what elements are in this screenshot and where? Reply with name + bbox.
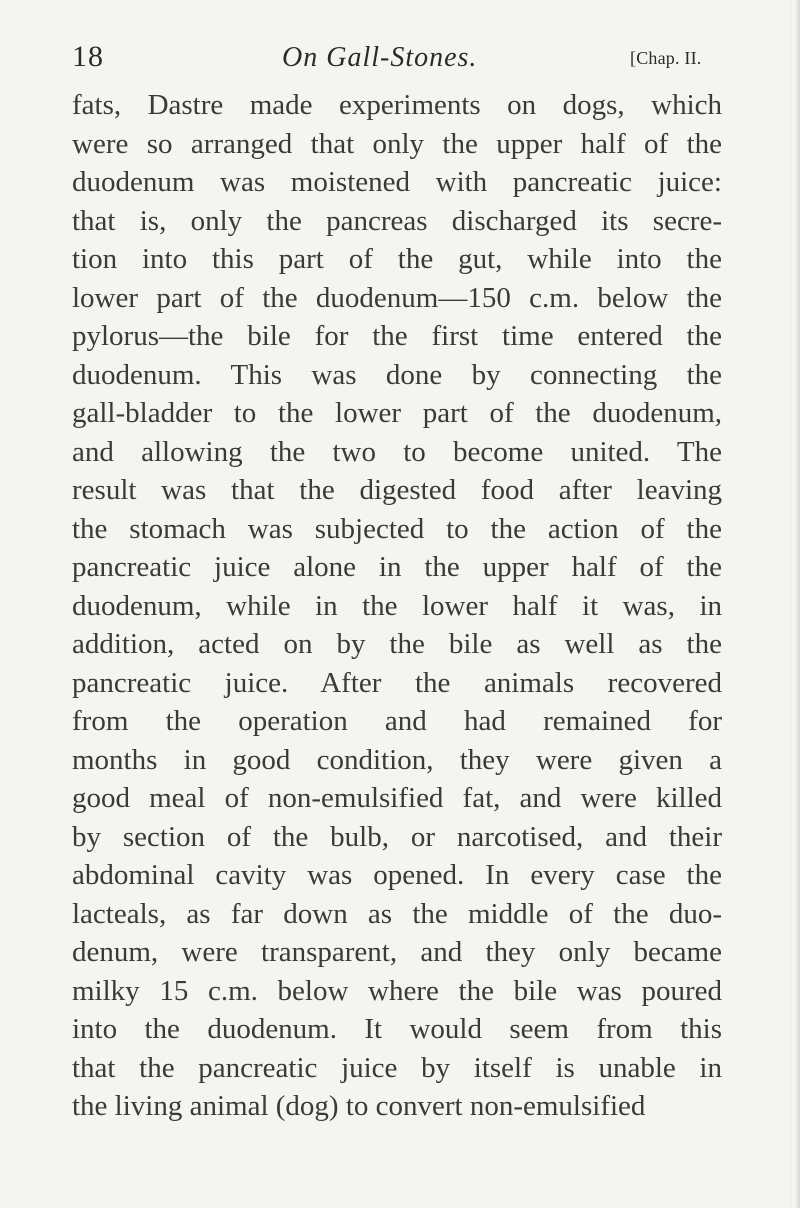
page-header: [72, 34, 722, 78]
text-line: and allowing the two to become united. The: [72, 435, 722, 468]
text-line: denum, were transparent, and they only became: [72, 936, 722, 968]
text-line: duodenum. This was done by connecting the: [72, 358, 722, 391]
chapter-reference: [Chap. II.: [630, 48, 702, 68]
text-line: good meal of non-emulsified fat, and were killed: [72, 782, 722, 814]
text-line: addition, acted on by the bile as well as the: [72, 628, 722, 660]
text-line: into the duodenum. It would seem from this: [72, 1013, 722, 1045]
text-line: pancreatic juice alone in the upper half of the: [72, 551, 722, 583]
text-line: pancreatic juice. After the animals recovered: [72, 666, 722, 699]
text-line: that the pancreatic juice by itself is unable in: [72, 1051, 722, 1084]
text-line: abdominal cavity was opened. In every case the: [72, 859, 722, 891]
text-line: milky 15 c.m. below where the bile was poured: [72, 974, 722, 1007]
text-line: were so arranged that only the upper half of the: [72, 127, 722, 160]
body-text: [72, 86, 722, 1126]
text-line: the stomach was subjected to the action of the: [72, 512, 722, 545]
text-line: pylorus—the bile for the first time entered the: [72, 320, 722, 352]
text-line: result was that the digested food after leaving: [72, 474, 722, 506]
running-title: On Gall-Stones.: [282, 42, 478, 73]
text-line: by section of the bulb, or narcotised, and their: [72, 820, 722, 853]
text-line: gall-bladder to the lower part of the duodenum,: [72, 397, 722, 429]
text-line: duodenum, while in the lower half it was, in: [72, 589, 722, 622]
text-line: tion into this part of the gut, while into the: [72, 243, 722, 275]
text-line: that is, only the pancreas discharged its secre-: [72, 204, 722, 237]
text-line: the living animal (dog) to convert non-emulsified: [72, 1090, 646, 1122]
text-line: months in good condition, they were given a: [72, 743, 722, 776]
text-line: fats, Dastre made experiments on dogs, which: [72, 89, 722, 121]
text-line: lacteals, as far down as the middle of the duo-: [72, 897, 722, 930]
text-line: lower part of the duodenum—150 c.m. below the: [72, 281, 722, 314]
text-line: duodenum was moistened with pancreatic juice:: [72, 166, 722, 198]
page-number: 18: [72, 40, 104, 73]
page-edge: [790, 0, 800, 1208]
text-line: from the operation and had remained for: [72, 705, 722, 737]
